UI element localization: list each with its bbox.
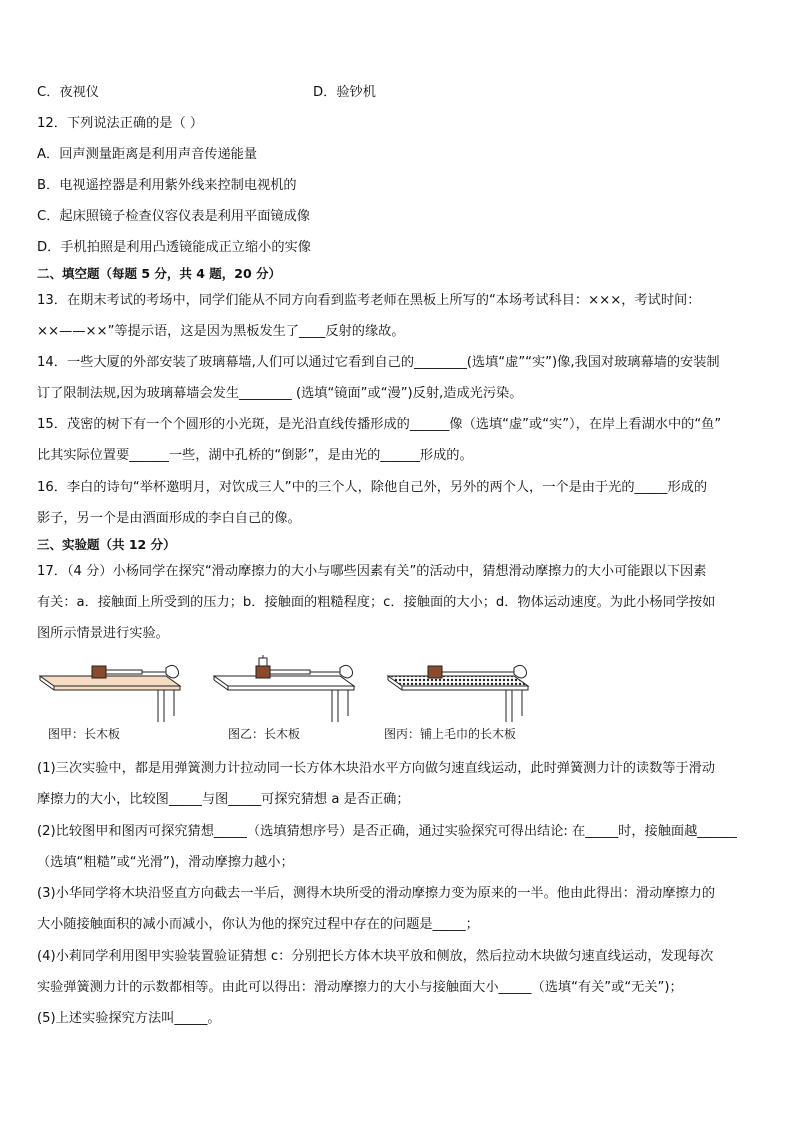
figure-bing-caption: 图丙：铺上毛巾的长木板 [384,727,517,741]
q17-line-2: 有关：a．接触面上所受到的压力；b．接触面的粗糙程度；c．接触面的大小；d．物体运动速度。为此小杨同学按如 [37,595,716,610]
figure-yi-caption: 图乙：长木板 [228,727,301,741]
q17-sub5-line-1: (5)上述实验探究方法叫_____。 [37,1011,221,1026]
q13-line-1: 13．在期末考试的考场中，同学们能从不同方向看到监考老师在黑板上所写的“本场考试科目：×××，考试时间： [37,293,701,308]
section-3-heading: 三、实验题（共 12 分） [37,537,176,552]
q11-options-row [37,84,99,102]
q12-option-b: B．电视遥控器是利用紫外线来控制电视机的 [37,178,297,193]
q17-sub3-line-1: (3)小华同学将木块沿竖直方向截去一半后，测得木块所受的滑动摩擦力变为原来的一半。他由此得出：滑动摩擦力的 [37,886,716,901]
q15-line-2: 比其实际位置要______一些，湖中孔桥的“倒影”，是由光的______形成的。 [37,448,473,463]
q17-line-1: 17．（4 分）小杨同学在探究“滑动摩擦力的大小与哪些因素有关”的活动中，猜想滑动摩擦力的大小可能跟以下因素 [37,564,707,579]
q15-line-1: 15．茂密的树下有一个个圆形的小光斑，是光沿直线传播形成的______像（选填“虚”或“实”），在岸上看湖水中的“鱼” [37,417,722,432]
q12-option-d: D．手机拍照是利用凸透镜能成正立缩小的实像 [37,240,311,255]
q14-line-1: 14．一些大厦的外部安装了玻璃幕墙,人们可以通过它看到自己的________(选填“虚”“实”)像,我国对玻璃幕墙的安装制 [37,355,720,370]
figure-jia-caption: 图甲：长木板 [48,727,121,741]
q16-line-1: 16．李白的诗句“举杯邀明月，对饮成三人”中的三个人，除他自己外，另外的两个人，一个是由于光的_____形成的 [37,480,708,495]
q11-option-c: C．夜视仪 [37,85,99,100]
q17-sub1-line-1: (1)三次实验中，都是用弹簧测力计拉动同一长方体木块沿水平方向做匀速直线运动，此时弹簧测力计的读数等于滑动 [37,761,716,776]
q12-option-c: C．起床照镜子检查仪容仪表是利用平面镜成像 [37,209,310,224]
q11-option-d: D．验钞机 [313,85,376,100]
q17-sub4-line-1: (4)小莉同学利用图甲实验装置验证猜想 c：分别把长方体木块平放和侧放，然后拉动木块做匀速直线运动，发现每次 [37,949,714,964]
figure-bing-apparatus [386,658,536,724]
q12-stem: 12．下列说法正确的是（ ） [37,116,204,131]
q14-line-2: 订了限制法规,因为玻璃幕墙会发生________ (选填“镜面”或“漫”)反射,造成光污染。 [37,386,523,401]
q17-sub2-line-2: （选填“粗糙”或“光滑”)，滑动摩擦力越小； [37,855,294,870]
q12-option-a: A．回声测量距离是利用声音传递能量 [37,147,258,162]
section-2-heading: 二、填空题（每题 5 分，共 4 题，20 分） [37,266,282,281]
q17-sub2-line-1: (2)比较图甲和图丙可探究猜想_____（选填猜想序号）是否正确，通过实验探究可得出结论: 在_____时，接触面越______ [37,824,737,839]
figure-jia-apparatus [38,658,188,724]
q17-sub3-line-2: 大小随接触面积的减小而减小，你认为他的探究过程中存在的问题是_____； [37,917,479,932]
q17-sub1-line-2: 摩擦力的大小，比较图_____与图_____可探究猜想 a 是否正确； [37,792,410,807]
q17-line-3: 图所示情景进行实验。 [37,626,169,641]
q17-sub4-line-2: 实验弹簧测力计的示数都相等。由此可以得出：滑动摩擦力的大小与接触面大小_____（选填“有关”或“无关”)； [37,980,683,995]
q13-line-2: ××——××”等提示语，这是因为黑板发生了____反射的缘故。 [37,324,405,339]
q16-line-2: 影子，另一个是由酒面形成的李白自己的像。 [37,511,301,526]
figure-yi-apparatus [212,654,362,724]
